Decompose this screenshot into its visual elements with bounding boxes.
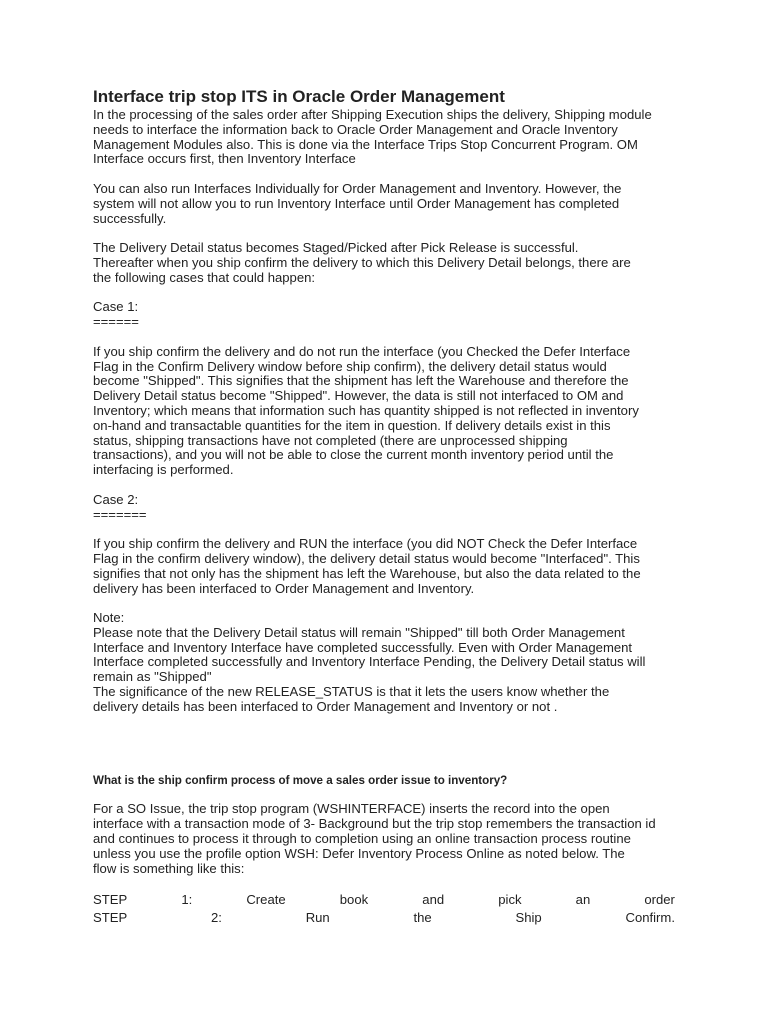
ship-confirm-question-heading: What is the ship confirm process of move a sales order issue to inventory? (93, 773, 508, 787)
step-1-word: book (339, 892, 369, 908)
step-1-word: STEP (93, 892, 128, 908)
step-2-line (93, 909, 675, 927)
step-2-word: Ship (515, 910, 542, 926)
step-2-word: Confirm. (625, 910, 675, 926)
intro-paragraph: In the processing of the sales order after Shipping Execution ships the delivery, Shipping module needs to interface the information back to Oracle Order Management and Oracle Inventory Management Modules also. This is done via the Interface Trips Stop Concurrent Program. OM Interface occurs first, then Inventory Interface (93, 107, 652, 167)
case-1-heading: Case 1: ====== (93, 299, 139, 330)
step-2-word: the (413, 910, 432, 926)
step-1-word: order (644, 892, 675, 908)
so-issue-paragraph: For a SO Issue, the trip stop program (WSHINTERFACE) inserts the record into the open interface with a transaction mode of 3- Background but the trip stop remembers the transaction id and continues to process it through to completion using an online transaction process routine unless you use the profile option WSH: Defer Inventory Process Online as noted below. The flow is something like this: (93, 801, 656, 876)
step-2-word: 2: (210, 910, 222, 926)
step-1-word: 1: (181, 892, 193, 908)
case-1-paragraph: If you ship confirm the delivery and do not run the interface (you Checked the Defer Interface Flag in the Confirm Delivery window before ship confirm), the delivery detail status would become "Shipped". This signifies that the shipment has left the Warehouse and therefore the Delivery Detail status become "Shipped". However, the data is still not interfaced to OM and Inventory; which means that information such has quantity shipped is not reflected in inventory on-hand and transactable quantities for the item in question. If delivery details exist in this status, shipping transactions have not completed (there are unprocessed shipping transactions), and you will not be able to close the current month inventory period until the interfacing is performed. (93, 343, 639, 478)
step-1-word: and (422, 892, 445, 908)
delivery-status-paragraph: The Delivery Detail status becomes Staged/Picked after Pick Release is successful. Thereafter when you ship confirm the delivery to which this Delivery Detail belongs, there are the following cases that could happen: (93, 240, 631, 285)
step-1-line (93, 891, 675, 909)
step-1-word: an (575, 892, 591, 908)
individual-interfaces-paragraph: You can also run Interfaces Individually for Order Management and Inventory. However, the system will not allow you to run Inventory Interface until Order Management has completed successfully. (93, 180, 622, 226)
step-1-word: Create (246, 892, 286, 908)
step-1-word: pick (498, 892, 522, 908)
step-2-word: Run (305, 910, 330, 926)
case-2-heading: Case 2: ======= (93, 491, 147, 522)
document-page (93, 87, 675, 927)
document-title: Interface trip stop ITS in Oracle Order Management (93, 87, 505, 106)
case-2-paragraph: If you ship confirm the delivery and RUN the interface (you did NOT Check the Defer Interface Flag in the confirm delivery window), the delivery detail status would become "Interfaced". This signifies that not only has the shipment has left the Warehouse, but also the data related to the delivery has been interfaced to Order Management and Inventory. (93, 536, 641, 596)
note-paragraph: Note: Please note that the Delivery Detail status will remain "Shipped" till both Order Management Interface and Inventory Interface have completed successfully. Even with Order Management Interface completed successfully and Inventory Interface Pending, the Delivery Detail status will remain as "Shipped" The significance of the new RELEASE_STATUS is that it lets the users know whether the delivery details has been interfaced to Order Management and Inventory or not . (93, 610, 646, 714)
step-2-word: STEP (93, 910, 128, 926)
